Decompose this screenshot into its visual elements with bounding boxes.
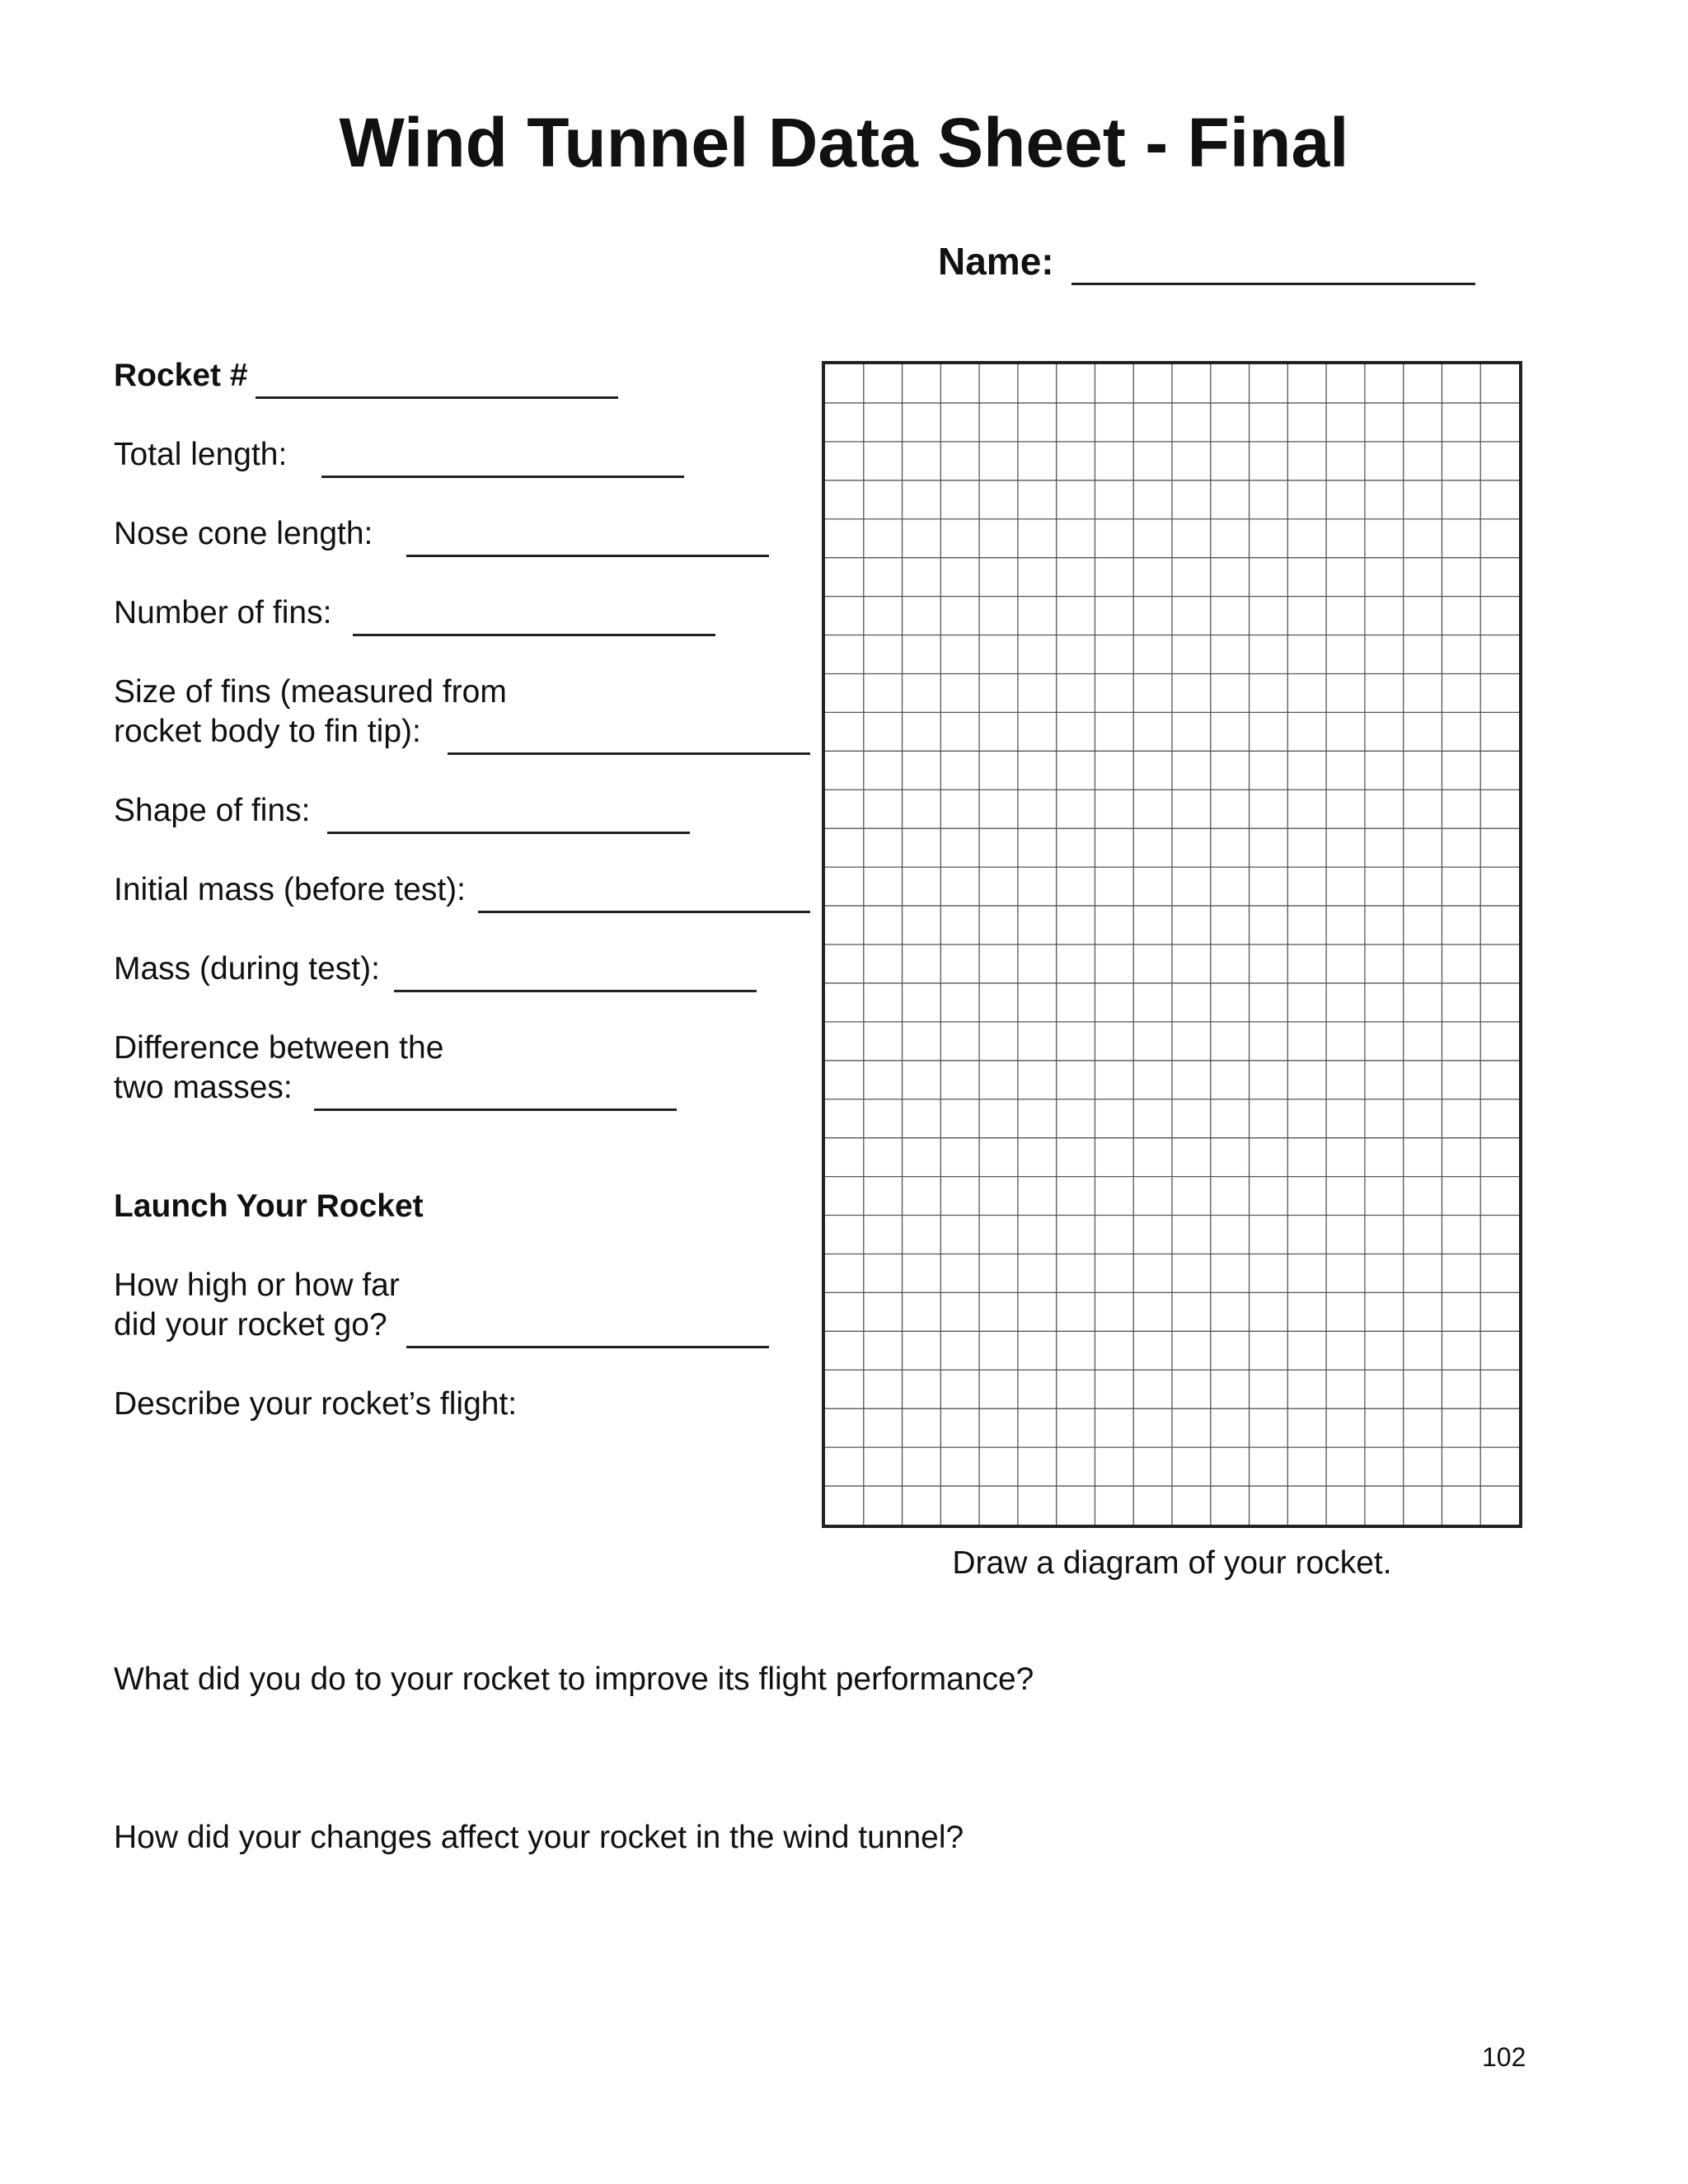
page-title: Wind Tunnel Data Sheet - Final [339,104,1349,181]
diagram-grid[interactable] [822,361,1522,1528]
initial-mass-blank[interactable] [478,911,810,913]
improve-question: What did you do to your rocket to improve its flight performance? [114,1661,1034,1697]
number-of-fins-blank[interactable] [353,634,715,636]
name-blank-line[interactable] [1071,283,1475,285]
shape-of-fins-blank[interactable] [327,832,690,834]
rocket-number-blank[interactable] [256,396,618,399]
how-high-label-line2: did your rocket go? [114,1307,387,1343]
mass-during-test-label: Mass (during test): [114,951,380,987]
total-length-label: Total length: [114,437,288,472]
size-of-fins-label-line1: Size of fins (measured from [114,674,507,710]
page-number: 102 [1482,2042,1526,2072]
launch-heading: Launch Your Rocket [114,1188,424,1224]
shape-of-fins-label: Shape of fins: [114,793,311,828]
changes-question: How did your changes affect your rocket in the wind tunnel? [114,1820,964,1855]
total-length-blank[interactable] [321,476,684,478]
describe-flight-label: Describe your rocket’s flight: [114,1386,518,1422]
difference-blank[interactable] [314,1108,677,1111]
grid-lines [825,364,1519,1525]
name-label: Name: [938,240,1054,283]
how-high-blank[interactable] [406,1346,769,1348]
how-high-label-line1: How high or how far [114,1268,400,1303]
size-of-fins-blank[interactable] [448,752,810,755]
nose-cone-length-label: Nose cone length: [114,516,373,551]
rocket-number-label: Rocket # [114,358,248,393]
difference-label-line2: two masses: [114,1070,293,1105]
mass-during-test-blank[interactable] [394,990,757,992]
number-of-fins-label: Number of fins: [114,595,332,630]
size-of-fins-label-line2: rocket body to fin tip): [114,714,421,749]
difference-label-line1: Difference between the [114,1030,444,1066]
diagram-caption: Draw a diagram of your rocket. [952,1545,1392,1581]
nose-cone-length-blank[interactable] [406,555,769,557]
initial-mass-label: Initial mass (before test): [114,872,466,907]
